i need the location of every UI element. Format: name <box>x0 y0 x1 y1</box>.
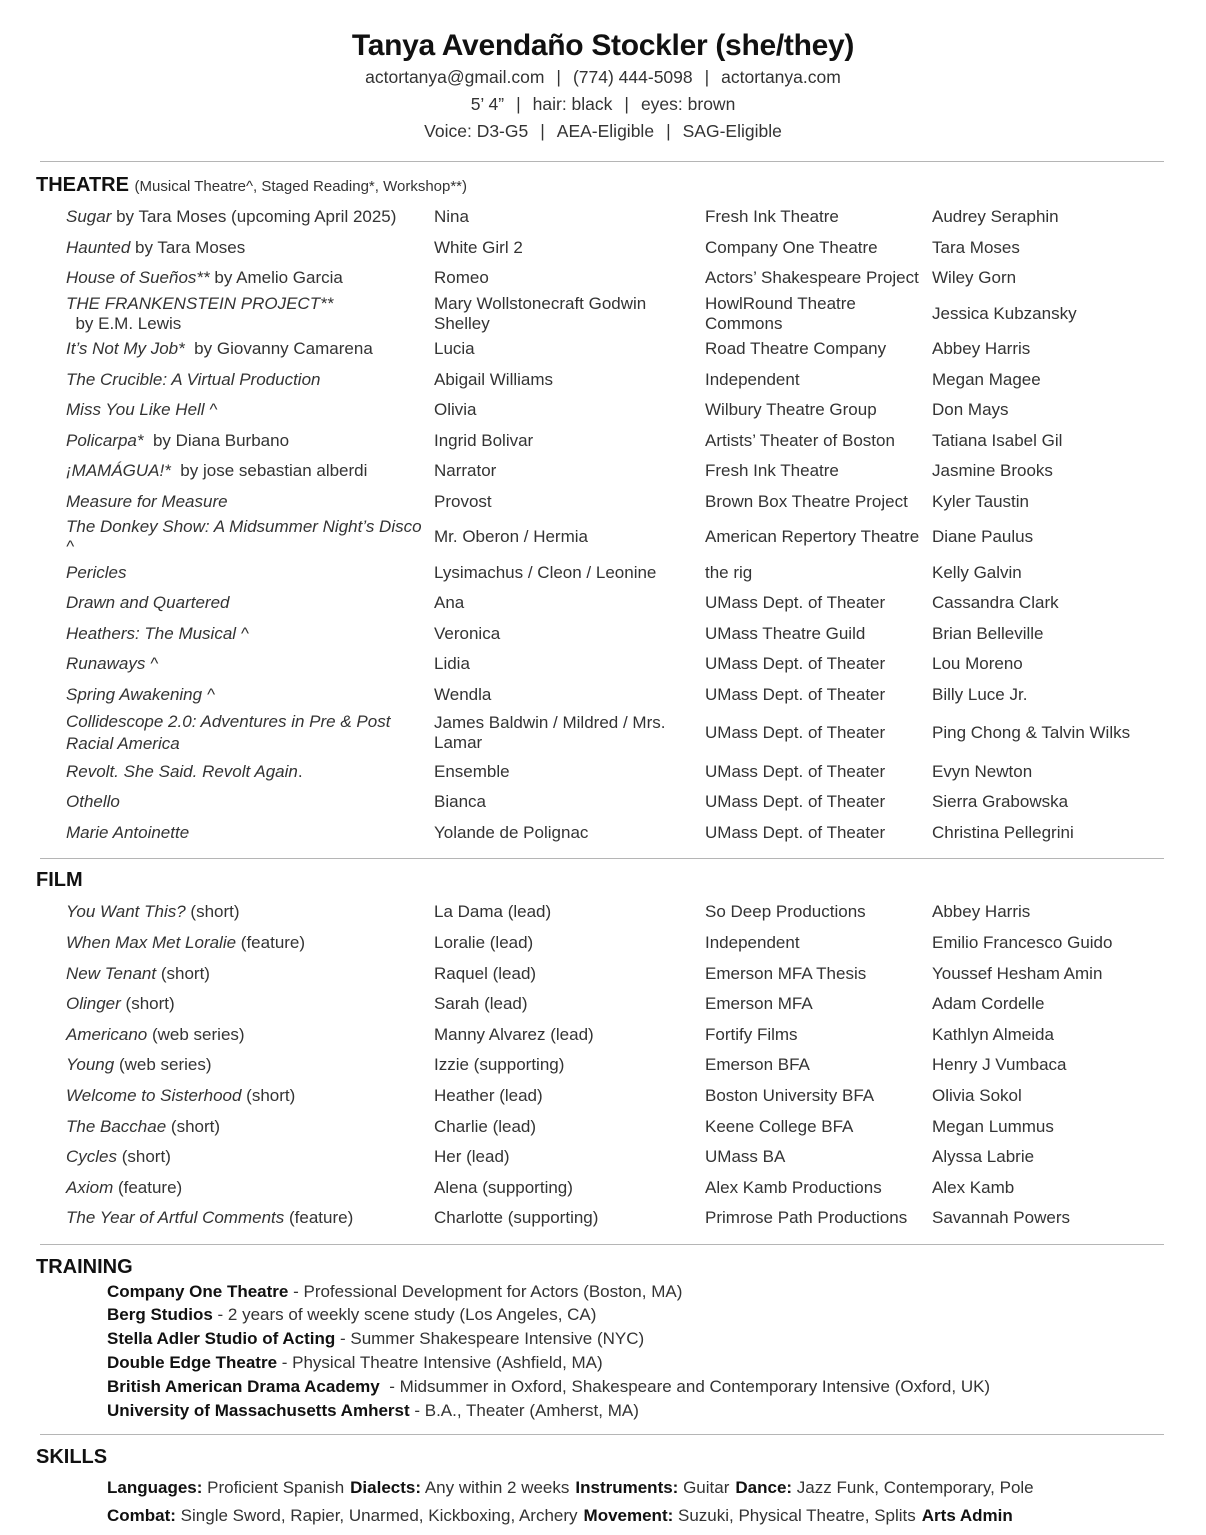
height: 5’ 4” <box>470 94 505 114</box>
training-item <box>107 1303 1206 1327</box>
role: Raquel (lead) <box>434 963 537 983</box>
company: UMass Dept. of Theater <box>705 792 886 812</box>
production-title-italic: Runaways ^ <box>66 654 159 674</box>
director: Megan Magee <box>932 369 1041 389</box>
production-title-italic: Policarpa* <box>66 430 144 450</box>
production-title <box>66 557 434 588</box>
company: Independent <box>705 369 800 389</box>
production-title-italic: Olinger <box>66 994 121 1014</box>
production-title-italic: Welcome to Sisterhood <box>66 1085 242 1105</box>
credit-row <box>66 263 1172 294</box>
credit-row <box>66 294 1172 334</box>
role: Lysimachus / Cleon / Leonine <box>434 562 657 582</box>
credit-row <box>66 1081 1172 1112</box>
production-title-italic: THE FRANKENSTEIN PROJECT** <box>66 293 334 313</box>
company: HowlRound Theatre Commons <box>705 293 856 333</box>
role: Ensemble <box>434 761 510 781</box>
credit-row <box>66 958 1172 989</box>
production-credit: by Diana Burbano <box>143 430 290 450</box>
theatre-credits-table <box>66 202 1172 848</box>
company: American Repertory Theatre <box>705 527 920 547</box>
union-line <box>0 118 1206 145</box>
production-title-italic: Axiom <box>66 1177 114 1197</box>
theatre-section <box>0 172 1206 848</box>
production-credit: (short) <box>166 1116 221 1136</box>
role: Yolande de Polignac <box>434 822 589 842</box>
divider <box>40 858 1164 859</box>
production-title <box>66 364 434 395</box>
separator: | <box>666 121 671 141</box>
credit-row <box>66 680 1172 711</box>
role: Olivia <box>434 400 477 420</box>
physical-stats-line <box>0 91 1206 118</box>
director: Abbey Harris <box>932 902 1031 922</box>
credit-row <box>66 619 1172 650</box>
role: Lucia <box>434 339 475 359</box>
credit-row <box>66 1172 1172 1203</box>
skill-label: Dialects: <box>350 1478 422 1498</box>
production-title <box>66 456 434 487</box>
director: Billy Luce Jr. <box>932 685 1028 705</box>
hair: hair: black <box>532 94 613 114</box>
production-title <box>66 989 434 1020</box>
section-heading: SKILLS <box>36 1446 108 1469</box>
company: Company One Theatre <box>705 237 878 257</box>
credit-row <box>66 818 1172 849</box>
role: Loralie (lead) <box>434 932 534 952</box>
credit-row <box>66 649 1172 680</box>
production-title-italic: House of Sueños** <box>66 268 210 288</box>
director: Ping Chong & Talvin Wilks <box>932 723 1131 743</box>
production-credit: by Tara Moses (upcoming April 2025) <box>111 207 397 227</box>
role: Mr. Oberon / Hermia <box>434 527 588 547</box>
role: Charlotte (supporting) <box>434 1208 599 1228</box>
credit-row <box>66 487 1172 518</box>
credit-row <box>66 989 1172 1020</box>
production-title <box>66 787 434 818</box>
production-title <box>66 680 434 711</box>
production-title <box>66 263 434 294</box>
skill-label: Languages: <box>107 1478 203 1498</box>
company: Independent <box>705 932 800 952</box>
role: Nina <box>434 207 469 227</box>
production-title-italic: The Year of Artful Comments <box>66 1208 285 1228</box>
company: UMass Dept. of Theater <box>705 654 886 674</box>
director: Tara Moses <box>932 237 1020 257</box>
production-title-italic: Cycles <box>66 1147 118 1167</box>
company: Alex Kamb Productions <box>705 1177 882 1197</box>
role: Manny Alvarez (lead) <box>434 1024 594 1044</box>
production-credit: (short) <box>117 1147 171 1167</box>
role: Sarah (lead) <box>434 994 528 1014</box>
director: Jessica Kubzansky <box>932 303 1077 323</box>
company: UMass Dept. of Theater <box>705 723 886 743</box>
director: Christina Pellegrini <box>932 822 1074 842</box>
credit-row <box>66 1019 1172 1050</box>
director: Kathlyn Almeida <box>932 1024 1054 1044</box>
company: Keene College BFA <box>705 1116 854 1136</box>
skill-value: Guitar <box>678 1478 730 1498</box>
section-title-skills <box>36 1444 1206 1470</box>
company: Road Theatre Company <box>705 339 887 359</box>
role: Ingrid Bolivar <box>434 430 534 450</box>
director: Olivia Sokol <box>932 1085 1022 1105</box>
role: James Baldwin / Mildred / Mrs. Lamar <box>434 713 666 753</box>
training-school: Double Edge Theatre <box>107 1353 278 1373</box>
training-detail: - 2 years of weekly scene study (Los Angeles, CA) <box>212 1305 597 1325</box>
director: Alyssa Labrie <box>932 1147 1035 1167</box>
director: Henry J Vumbaca <box>932 1055 1067 1075</box>
role: Mary Wollstonecraft Godwin Shelley <box>434 293 647 333</box>
skill-label: Instruments: <box>575 1478 679 1498</box>
training-item <box>107 1351 1206 1375</box>
company: Primrose Path Productions <box>705 1208 908 1228</box>
production-title-italic: You Want This? <box>66 902 186 922</box>
production-title-italic: Drawn and Quartered <box>66 593 230 613</box>
role: Ana <box>434 593 465 613</box>
training-school: Berg Studios <box>107 1305 213 1325</box>
director: Brian Belleville <box>932 623 1044 643</box>
skill-label: Combat: <box>107 1506 176 1526</box>
production-title <box>66 588 434 619</box>
separator: | <box>540 121 545 141</box>
production-title <box>66 958 434 989</box>
skill-entry <box>575 1478 729 1497</box>
production-title-italic: Measure for Measure <box>66 492 228 512</box>
production-title <box>66 202 434 233</box>
production-credit: (web series) <box>114 1055 212 1075</box>
skills-section <box>0 1444 1206 1530</box>
production-credit: by Giovanny Camarena <box>184 339 373 359</box>
production-credit: by Amelio Garcia <box>209 268 343 288</box>
production-title-italic: Othello <box>66 792 120 812</box>
credit-row <box>66 202 1172 233</box>
skill-value: Proficient Spanish <box>202 1478 345 1498</box>
production-title-italic: Collidescope 2.0: Adventures in Pre & Post Racial America <box>66 712 391 754</box>
credit-row <box>66 1142 1172 1173</box>
sag-status: SAG-Eligible <box>682 121 782 141</box>
skill-entry <box>107 1506 578 1525</box>
production-title <box>66 1203 434 1234</box>
phone: (774) 444-5098 <box>572 67 693 87</box>
production-title-italic: It’s Not My Job* <box>66 339 185 359</box>
contact-line <box>0 64 1206 91</box>
production-credit: (feature) <box>236 932 306 952</box>
training-detail: - Professional Development for Actors (Boston, MA) <box>288 1281 683 1301</box>
training-detail: - B.A., Theater (Amherst, MA) <box>409 1400 639 1420</box>
company: Emerson BFA <box>705 1055 810 1075</box>
section-heading: THEATRE <box>36 174 129 196</box>
production-title-italic: Heathers: The Musical ^ <box>66 623 249 643</box>
role: Her (lead) <box>434 1147 510 1167</box>
director: Kyler Taustin <box>932 492 1030 512</box>
production-title <box>66 1019 434 1050</box>
role: Wendla <box>434 685 492 705</box>
production-title <box>66 294 434 334</box>
film-section <box>0 867 1206 1234</box>
skill-value: Suzuki, Physical Theatre, Splits <box>673 1506 916 1526</box>
production-title-italic: Americano <box>66 1024 148 1044</box>
production-title <box>66 1111 434 1142</box>
role: Provost <box>434 492 492 512</box>
production-title <box>66 334 434 365</box>
production-credit: . <box>297 761 303 781</box>
role: White Girl 2 <box>434 237 523 257</box>
skill-entry <box>922 1506 1013 1525</box>
skill-entry <box>350 1478 569 1497</box>
company: Wilbury Theatre Group <box>705 400 877 420</box>
production-title <box>66 1172 434 1203</box>
credit-row <box>66 756 1172 787</box>
role: Abigail Williams <box>434 369 554 389</box>
role: Romeo <box>434 268 489 288</box>
credit-row <box>66 233 1172 264</box>
production-title <box>66 426 434 457</box>
production-title <box>66 1050 434 1081</box>
theatre-credits-body <box>66 202 1172 848</box>
production-title-italic: Haunted <box>66 237 131 257</box>
training-school: University of Massachusetts Amherst <box>107 1400 410 1420</box>
director: Sierra Grabowska <box>932 792 1069 812</box>
director: Alex Kamb <box>932 1177 1015 1197</box>
skill-entry <box>107 1478 344 1497</box>
training-school: Company One Theatre <box>107 1281 289 1301</box>
credit-row <box>66 557 1172 588</box>
production-credit: (feature) <box>113 1177 183 1197</box>
training-detail: - Physical Theatre Intensive (Ashfield, MA) <box>277 1353 603 1373</box>
role: Izzie (supporting) <box>434 1055 565 1075</box>
production-title <box>66 233 434 264</box>
company: the rig <box>705 562 753 582</box>
voice-range: Voice: D3-G5 <box>424 121 529 141</box>
credit-row <box>66 1050 1172 1081</box>
director: Cassandra Clark <box>932 593 1059 613</box>
company: Artists’ Theater of Boston <box>705 430 895 450</box>
director: Tatiana Isabel Gil <box>932 430 1063 450</box>
production-title-italic: The Bacchae <box>66 1116 167 1136</box>
production-title-italic: The Donkey Show: A Midsummer Night’s Disco ^ <box>66 517 422 557</box>
company: Fresh Ink Theatre <box>705 461 839 481</box>
skill-value: Single Sword, Rapier, Unarmed, Kickboxing, Archery <box>175 1506 578 1526</box>
training-item <box>107 1399 1206 1423</box>
production-credit: by Tara Moses <box>130 237 246 257</box>
training-list <box>107 1280 1206 1423</box>
credit-row <box>66 588 1172 619</box>
training-school: Stella Adler Studio of Acting <box>107 1329 336 1349</box>
section-title-film <box>36 867 1206 893</box>
credit-row <box>66 1111 1172 1142</box>
separator: | <box>556 67 561 87</box>
production-title-italic: The Crucible: A Virtual Production <box>66 369 321 389</box>
credit-row <box>66 364 1172 395</box>
director: Evyn Newton <box>932 761 1033 781</box>
production-title-italic: Young <box>66 1055 115 1075</box>
skills-list <box>107 1474 1206 1530</box>
production-title <box>66 487 434 518</box>
production-title-italic: Marie Antoinette <box>66 822 190 842</box>
credit-row <box>66 928 1172 959</box>
film-credits-body <box>66 897 1172 1234</box>
credit-row <box>66 517 1172 557</box>
company: UMass Theatre Guild <box>705 623 866 643</box>
production-title <box>66 1142 434 1173</box>
production-title <box>66 517 434 557</box>
production-title <box>66 710 434 756</box>
production-title-italic: Miss You Like Hell ^ <box>66 400 218 420</box>
company: UMass BA <box>705 1147 786 1167</box>
credit-row <box>66 395 1172 426</box>
training-item <box>107 1327 1206 1351</box>
production-title-italic: ¡MAMÁGUA!* <box>66 461 171 481</box>
training-detail: - Midsummer in Oxford, Shakespeare and Contemporary Intensive (Oxford, UK) <box>379 1376 991 1396</box>
credit-row <box>66 710 1172 756</box>
role: Alena (supporting) <box>434 1177 573 1197</box>
production-title <box>66 897 434 928</box>
skill-entry <box>735 1478 1033 1497</box>
production-credit: by jose sebastian alberdi <box>170 461 368 481</box>
director: Abbey Harris <box>932 339 1031 359</box>
credit-row <box>66 1203 1172 1234</box>
skill-label: Dance: <box>735 1478 793 1498</box>
company: Emerson MFA Thesis <box>705 963 867 983</box>
director: Don Mays <box>932 400 1009 420</box>
divider <box>40 161 1164 162</box>
training-item <box>107 1375 1206 1399</box>
production-title <box>66 649 434 680</box>
production-credit: (short) <box>241 1085 296 1105</box>
training-detail: - Summer Shakespeare Intensive (NYC) <box>335 1329 645 1349</box>
company: UMass Dept. of Theater <box>705 822 886 842</box>
production-title-italic: When Max Met Loralie <box>66 932 237 952</box>
section-title-theatre <box>36 172 1206 200</box>
section-heading: FILM <box>36 869 83 892</box>
director: Wiley Gorn <box>932 268 1017 288</box>
director: Youssef Hesham Amin <box>932 963 1103 983</box>
eyes: eyes: brown <box>640 94 736 114</box>
training-item <box>107 1280 1206 1304</box>
skills-line <box>107 1502 1206 1530</box>
skills-line <box>107 1474 1206 1502</box>
credit-row <box>66 334 1172 365</box>
production-credit: by E.M. Lewis <box>66 313 182 333</box>
director: Diane Paulus <box>932 527 1034 547</box>
production-title-italic: Spring Awakening ^ <box>66 685 215 705</box>
production-title <box>66 1081 434 1112</box>
production-title <box>66 818 434 849</box>
section-legend: (Musical Theatre^, Staged Reading*, Workshop**) <box>134 178 468 195</box>
section-heading: TRAINING <box>36 1255 133 1278</box>
production-title-italic: Sugar <box>66 207 112 227</box>
skill-label: Arts Admin <box>921 1506 1013 1526</box>
credit-row <box>66 456 1172 487</box>
skill-value: Jazz Funk, Contemporary, Pole <box>792 1478 1034 1498</box>
company: Fortify Films <box>705 1024 798 1044</box>
website: actortanya.com <box>721 67 841 87</box>
role: La Dama (lead) <box>434 902 552 922</box>
production-title-italic: New Tenant <box>66 963 157 983</box>
production-title <box>66 928 434 959</box>
skill-label: Movement: <box>583 1506 674 1526</box>
director: Adam Cordelle <box>932 994 1045 1014</box>
role: Veronica <box>434 623 501 643</box>
production-credit: (feature) <box>284 1208 354 1228</box>
separator: | <box>704 67 710 87</box>
production-credit: (short) <box>156 963 210 983</box>
role: Lidia <box>434 654 470 674</box>
role: Bianca <box>434 792 486 812</box>
production-title <box>66 395 434 426</box>
role: Charlie (lead) <box>434 1116 537 1136</box>
aea-status: AEA-Eligible <box>556 121 655 141</box>
training-school: British American Drama Academy <box>107 1376 380 1396</box>
company: Actors’ Shakespeare Project <box>705 268 919 288</box>
skill-entry <box>584 1506 916 1525</box>
training-section <box>0 1254 1206 1423</box>
director: Kelly Galvin <box>932 562 1022 582</box>
production-credit: (web series) <box>147 1024 245 1044</box>
company: UMass Dept. of Theater <box>705 593 886 613</box>
company: Boston University BFA <box>705 1085 875 1105</box>
actor-name: Tanya Avendaño Stockler (she/they) <box>351 29 855 62</box>
director: Savannah Powers <box>932 1208 1070 1228</box>
company: Brown Box Theatre Project <box>705 492 908 512</box>
divider <box>40 1434 1164 1435</box>
role: Heather (lead) <box>434 1085 543 1105</box>
divider <box>40 1244 1164 1245</box>
director: Lou Moreno <box>932 654 1023 674</box>
skill-value: Any within 2 weeks <box>421 1478 570 1498</box>
director: Jasmine Brooks <box>932 461 1053 481</box>
production-credit: (short) <box>120 994 175 1014</box>
email: actortanya@gmail.com <box>365 67 545 87</box>
credit-row <box>66 787 1172 818</box>
director: Audrey Seraphin <box>932 207 1059 227</box>
company: Fresh Ink Theatre <box>705 207 839 227</box>
role: Narrator <box>434 461 497 481</box>
company: UMass Dept. of Theater <box>705 685 886 705</box>
credit-row <box>66 426 1172 457</box>
separator: | <box>624 94 629 114</box>
production-title-italic: Revolt. She Said. Revolt Again <box>66 761 298 781</box>
production-title <box>66 619 434 650</box>
director: Megan Lummus <box>932 1116 1054 1136</box>
separator: | <box>516 94 521 114</box>
company: Emerson MFA <box>705 994 813 1014</box>
production-title-italic: Pericles <box>66 562 127 582</box>
film-credits-table <box>66 897 1172 1234</box>
credit-row <box>66 897 1172 928</box>
production-title <box>66 756 434 787</box>
company: UMass Dept. of Theater <box>705 761 886 781</box>
director: Emilio Francesco Guido <box>932 932 1113 952</box>
production-credit: (short) <box>185 902 240 922</box>
section-title-training <box>36 1254 1206 1280</box>
resume-header <box>0 0 1206 145</box>
company: So Deep Productions <box>705 902 866 922</box>
